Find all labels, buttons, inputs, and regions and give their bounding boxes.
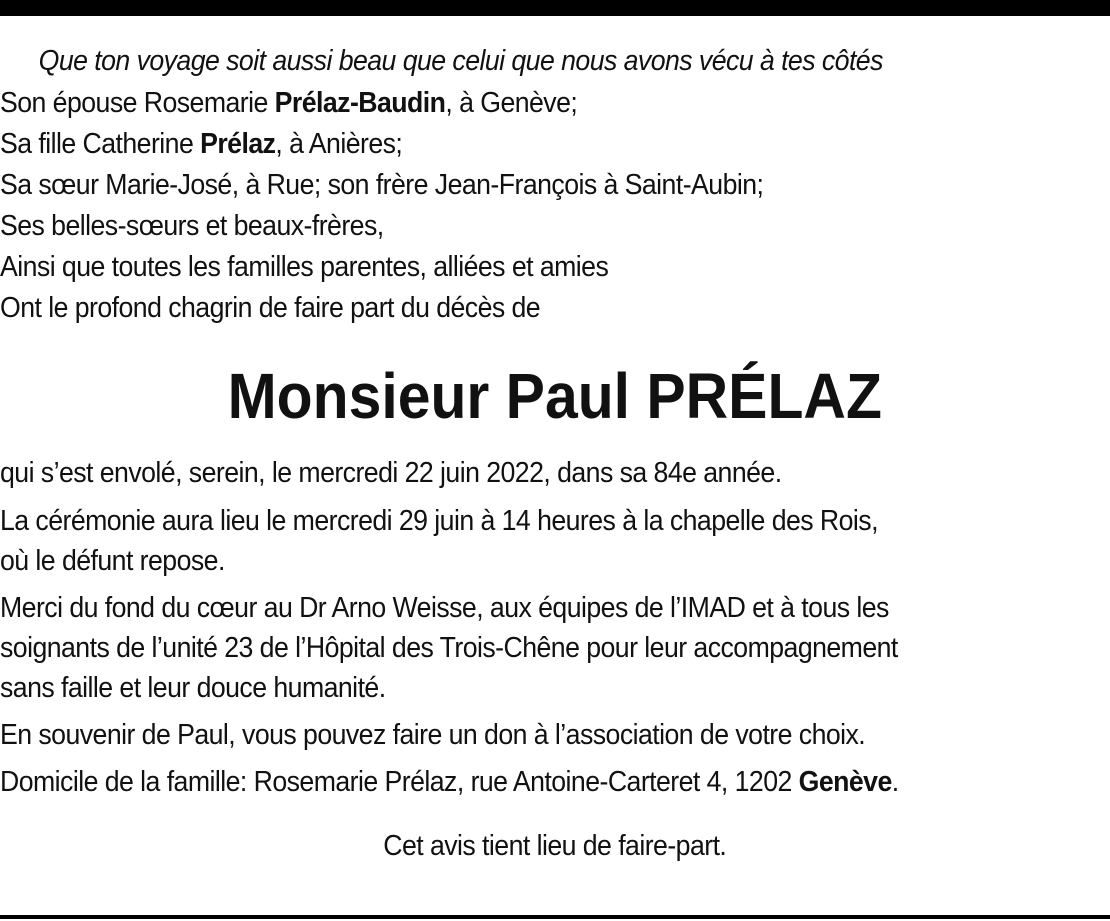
spouse-surname: Prélaz-Baudin [274, 87, 446, 119]
closing-note: Cet avis tient lieu de faire-part. [383, 830, 727, 862]
family-line-announcement: Ont le profond chagrin de faire part du décès de [0, 292, 541, 324]
family-line-daughter: Sa fille Catherine Prélaz, à Anières; [0, 128, 403, 160]
family-line-in-laws: Ses belles-sœurs et beaux-frères, [0, 210, 384, 242]
deceased-name: Monsieur Paul PRÉLAZ [227, 360, 882, 432]
family-line-spouse: Son épouse Rosemarie Prélaz-Baudin, à Genève; [0, 87, 578, 119]
family-line-siblings: Sa sœur Marie-José, à Rue; son frère Jean-François à Saint-Aubin; [0, 169, 764, 201]
obituary-notice [0, 40, 1021, 867]
family-list [0, 83, 1110, 329]
bottom-rule [0, 915, 1110, 919]
donation-paragraph: En souvenir de Paul, vous pouvez faire un don à l’association de votre choix. [0, 719, 866, 751]
family-line-relatives: Ainsi que toutes les familles parentes, alliées et amies [0, 251, 609, 283]
address-paragraph: Domicile de la famille: Rosemarie Prélaz, rue Antoine-Carteret 4, 1202 Genève. [0, 766, 899, 798]
epigraph: Que ton voyage soit aussi beau que celui que nous avons vécu à tes côtés [38, 45, 883, 77]
daughter-surname: Prélaz [200, 128, 276, 160]
death-line: qui s’est envolé, serein, le mercredi 22 juin 2022, dans sa 84e année. [0, 457, 782, 489]
top-rule [0, 0, 1110, 16]
address-city: Genève [798, 766, 892, 798]
ceremony-paragraph: La cérémonie aura lieu le mercredi 29 juin à 14 heures à la chapelle des Rois, où le défunt repose. [0, 505, 878, 577]
thanks-paragraph: Merci du fond du cœur au Dr Arno Weisse, aux équipes de l’IMAD et à tous les soignants de l’unité 23 de l’Hôpital des Trois-Chêne pour leur accompagnement sans faille et leur douce humanité. [0, 592, 898, 704]
